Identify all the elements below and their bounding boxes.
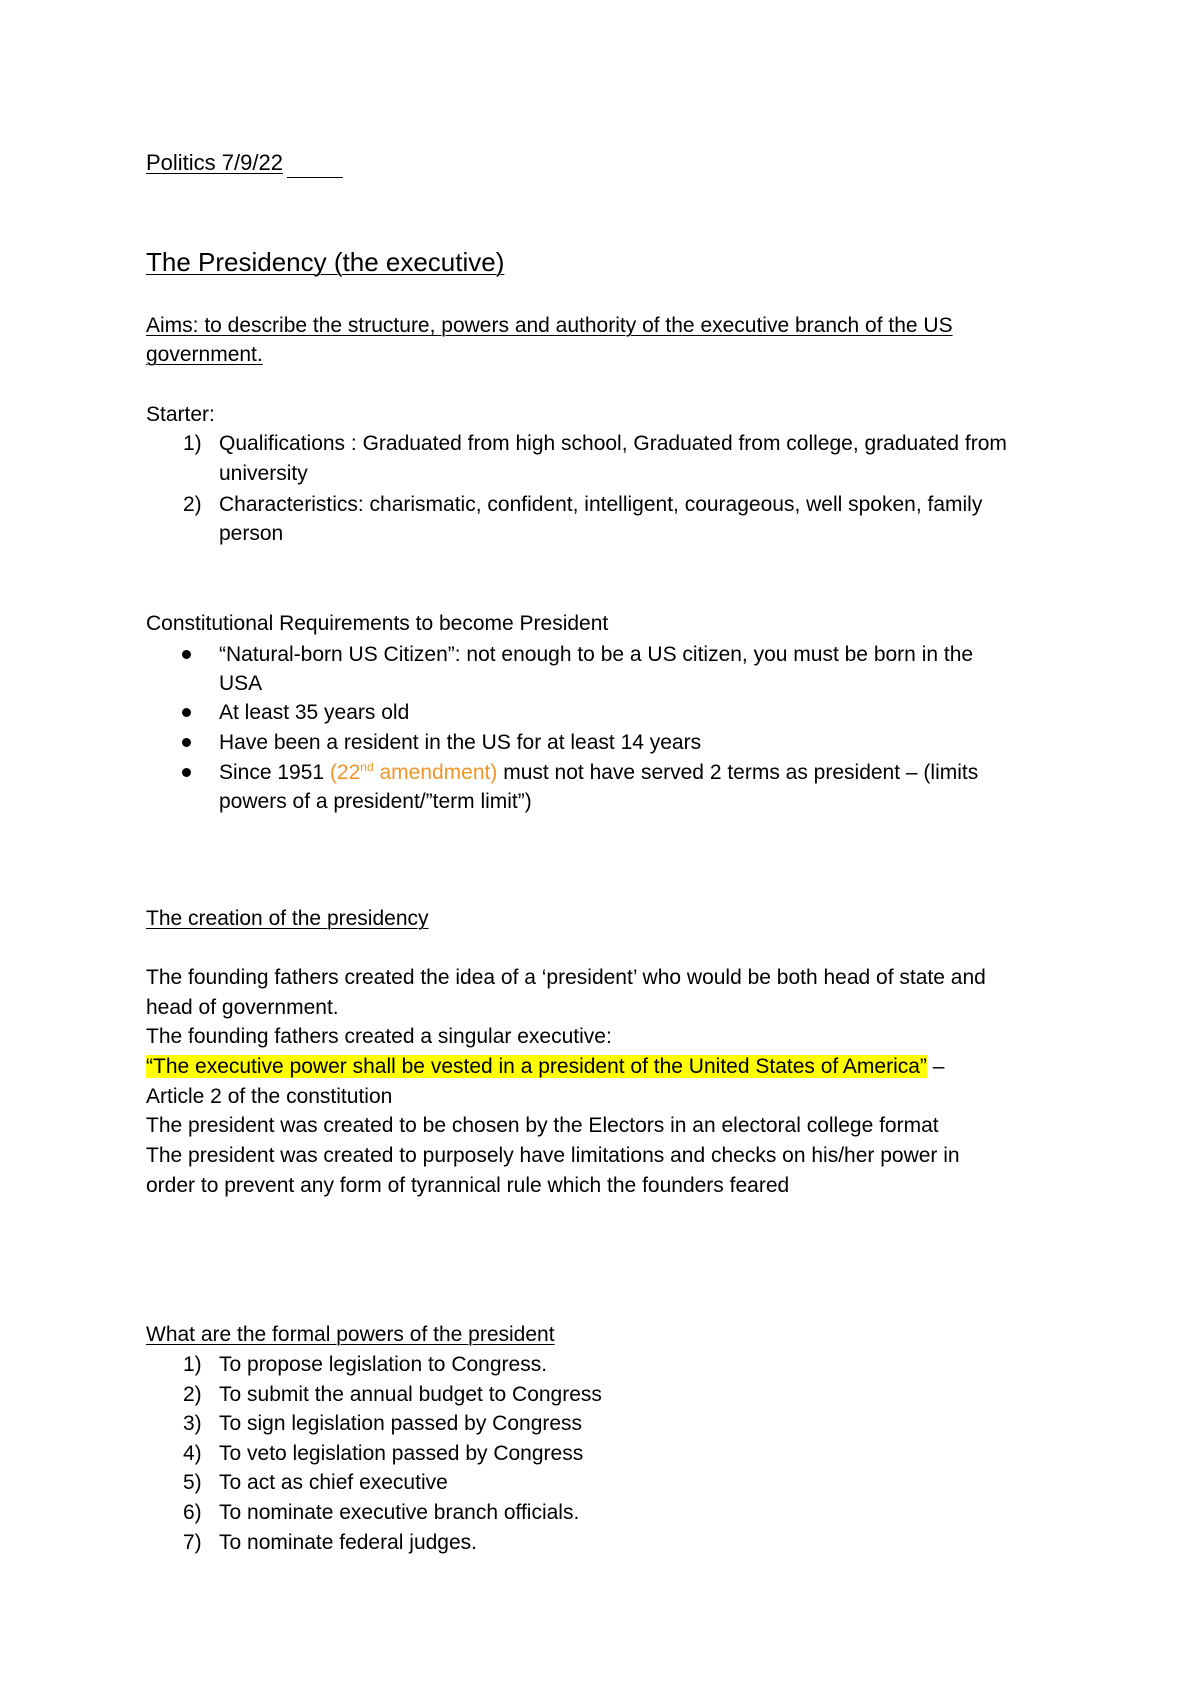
requirement-4-prefix: Since 1951 <box>219 761 330 784</box>
starter-label: Starter: <box>146 403 215 426</box>
creation-paragraph-1-line-2: head of government. <box>146 996 339 1019</box>
starter-item-2-line-1: Characteristics: charismatic, confident, intelligent, courageous, well spoken, family <box>219 493 983 516</box>
creation-heading: The creation of the presidency <box>146 907 429 930</box>
power-item-4: To veto legislation passed by Congress <box>219 1442 584 1465</box>
formal-powers-heading: What are the formal powers of the president <box>146 1323 555 1346</box>
creation-paragraph-2: The founding fathers created a singular executive: <box>146 1025 612 1048</box>
amendment-close: amendment) <box>373 761 498 784</box>
constitution-quote-line <box>146 1052 944 1082</box>
constitution-quote: “The executive power shall be vested in a president of the United States of America” <box>146 1055 927 1078</box>
requirement-1-line-1: “Natural-born US Citizen”: not enough to be a US citizen, you must be born in the <box>219 643 974 666</box>
starter-item-1-line-2: university <box>219 462 308 485</box>
page-title: The Presidency (the executive) <box>146 247 505 277</box>
creation-paragraph-3: The president was created to be chosen by the Electors in an electoral college format <box>146 1114 939 1137</box>
requirement-3: Have been a resident in the US for at least 14 years <box>219 731 702 754</box>
date-underline <box>287 155 343 178</box>
amendment-ordinal: nd <box>360 760 374 774</box>
power-item-6: To nominate executive branch officials. <box>219 1501 580 1524</box>
power-marker-1: 1) <box>183 1353 202 1376</box>
requirement-2: At least 35 years old <box>219 701 410 724</box>
power-item-5: To act as chief executive <box>219 1471 448 1494</box>
requirement-4-suffix: must not have served 2 terms as president – (limits <box>497 761 979 784</box>
date-heading <box>146 148 343 178</box>
quote-dash: – <box>926 1055 945 1078</box>
amendment-open: (22 <box>329 761 361 784</box>
power-item-2: To submit the annual budget to Congress <box>219 1383 602 1406</box>
bullet-icon <box>182 738 191 747</box>
creation-paragraph-4-line-2: order to prevent any form of tyrannical rule which the founders feared <box>146 1174 790 1197</box>
creation-paragraph-4-line-1: The president was created to purposely have limitations and checks on his/her power in <box>146 1144 960 1167</box>
starter-item-1-line-1: Qualifications : Graduated from high school, Graduated from college, graduated from <box>219 432 1007 455</box>
aims-line-1: Aims: to describe the structure, powers and authority of the executive branch of the US <box>146 314 953 337</box>
requirements-heading: Constitutional Requirements to become President <box>146 612 609 635</box>
power-marker-5: 5) <box>183 1471 202 1494</box>
power-marker-6: 6) <box>183 1501 202 1524</box>
amendment-reference <box>330 761 497 784</box>
bullet-icon <box>182 708 191 717</box>
requirement-4-line-1 <box>219 758 978 788</box>
requirement-1-line-2: USA <box>219 672 263 695</box>
bullet-icon <box>182 768 191 777</box>
date-heading-text: Politics 7/9/22 <box>146 150 283 175</box>
power-item-7: To nominate federal judges. <box>219 1531 477 1554</box>
bullet-icon <box>182 650 191 659</box>
creation-paragraph-1-line-1: The founding fathers created the idea of a ‘president’ who would be both head of state and <box>146 966 986 989</box>
aims-line-2: government. <box>146 343 263 366</box>
power-marker-3: 3) <box>183 1412 202 1435</box>
starter-marker-1: 1) <box>183 432 202 455</box>
quote-source: Article 2 of the constitution <box>146 1085 393 1108</box>
starter-item-2-line-2: person <box>219 522 284 545</box>
power-item-3: To sign legislation passed by Congress <box>219 1412 583 1435</box>
power-marker-4: 4) <box>183 1442 202 1465</box>
power-marker-7: 7) <box>183 1531 202 1554</box>
starter-marker-2: 2) <box>183 493 202 516</box>
power-marker-2: 2) <box>183 1383 202 1406</box>
power-item-1: To propose legislation to Congress. <box>219 1353 548 1376</box>
requirement-4-line-2: powers of a president/”term limit”) <box>219 790 532 813</box>
